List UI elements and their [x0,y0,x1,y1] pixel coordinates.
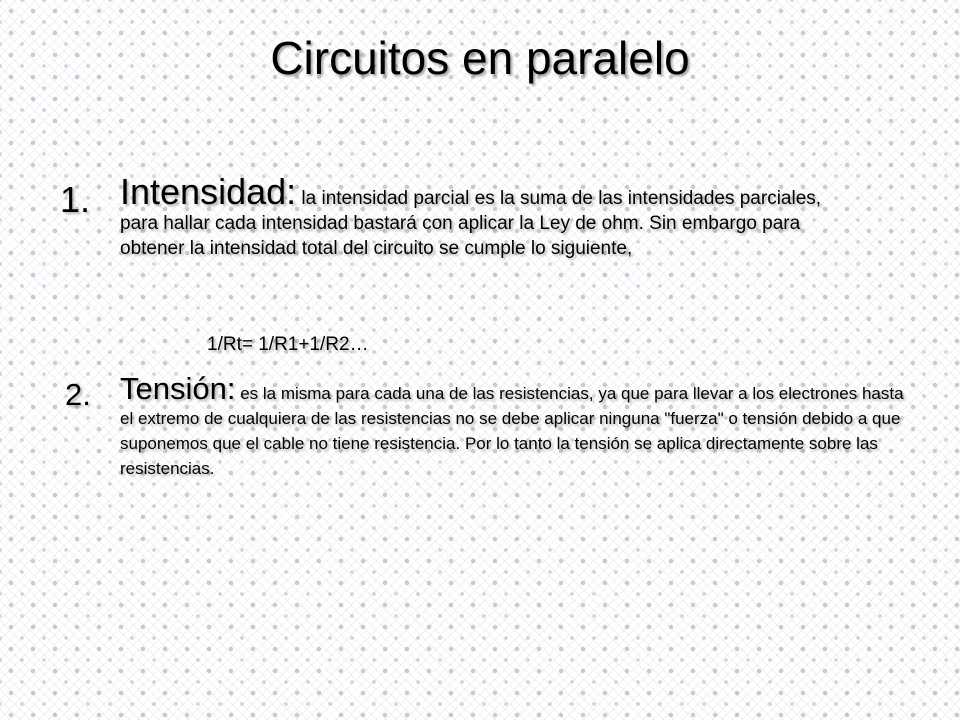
item-body [120,171,860,261]
item-heading: Tensión: [120,371,236,406]
slide-title: Circuitos en paralelo [270,32,690,84]
item-number: 2. [65,377,91,412]
list-item-tension [65,371,905,481]
item-heading: Intensidad: [120,171,297,212]
formula: 1/Rt= 1/R1+1/R2… [207,334,369,355]
item-number: 1. [60,179,91,220]
item-text: la intensidad parcial es la suma de las intensidades parciales, para hallar cada intensidad bastará con aplicar la Ley de ohm. Sin embargo para obtener la intensidad total del circuito se cumple lo siguiente, [120,188,822,259]
item-text: es la misma para cada una de las resistencias, ya que para llevar a los electrones hasta el extremo de cualquiera de las resistencias no se debe aplicar ninguna "fuerza" o tensión debido a que suponemos que el cable no tiene resistencia. Por lo tanto la tensión se aplica directamente sobre las resistencias. [120,384,904,478]
item-body [120,371,905,481]
list-item-intensidad [60,171,860,261]
